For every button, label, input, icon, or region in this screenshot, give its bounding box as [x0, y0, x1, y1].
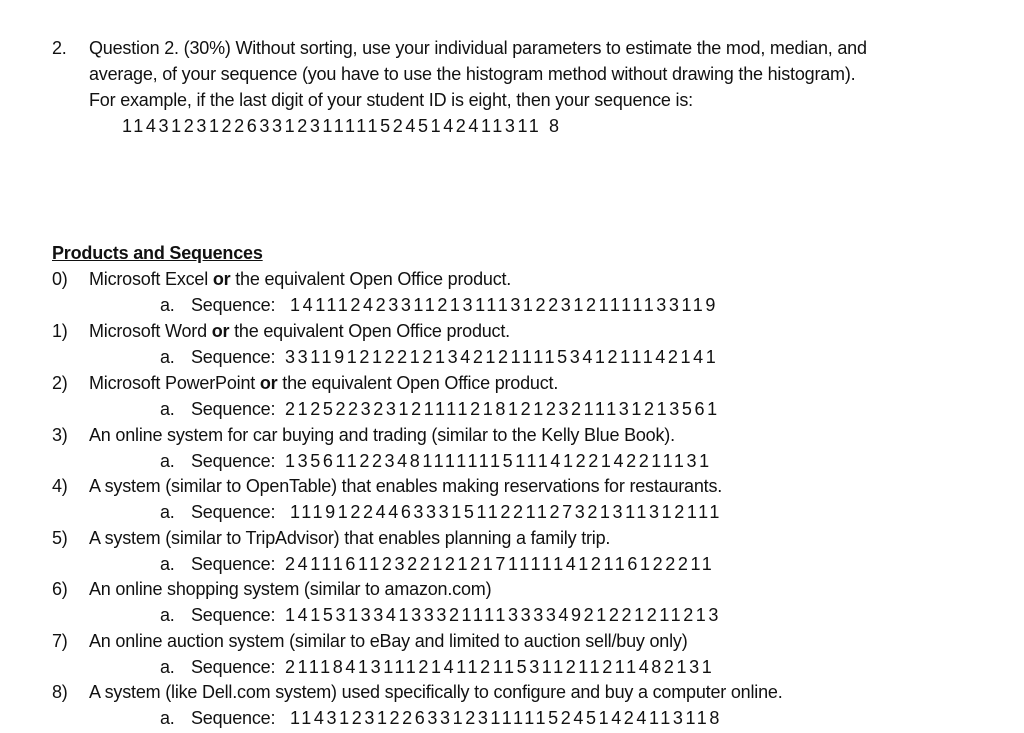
products-heading: Products and Sequences	[52, 243, 263, 263]
item-description: An online shopping system (similar to amazon.com)	[89, 579, 492, 599]
item-description: Microsoft PowerPoint or the equivalent Open Office product.	[89, 373, 559, 393]
question-line-3: For example, if the last digit of your student ID is eight, then your sequence is:	[89, 90, 693, 110]
item-index: 0)	[52, 269, 68, 289]
item-description: An online system for car buying and trading (similar to the Kelly Blue Book).	[89, 425, 675, 445]
sequence-label: Sequence:	[191, 502, 276, 522]
sequence-value: 11431231226331231111152451424113118	[290, 708, 723, 728]
item-index: 6)	[52, 579, 68, 599]
sequence-label: Sequence:	[191, 708, 276, 728]
item-index: 5)	[52, 528, 68, 548]
sequence-value: 21252232312111121812123211131213561	[285, 399, 720, 419]
sequence-letter: a.	[160, 502, 175, 522]
sequence-letter: a.	[160, 347, 175, 367]
question-line-2: average, of your sequence (you have to use the histogram method without drawing the histogram).	[89, 64, 856, 84]
question-number: 2.	[52, 38, 67, 58]
sequence-letter: a.	[160, 657, 175, 677]
item-index: 3)	[52, 425, 68, 445]
sequence-label: Sequence:	[191, 347, 276, 367]
item-description: A system (similar to OpenTable) that enables making reservations for restaurants.	[89, 476, 723, 496]
sequence-label: Sequence:	[191, 657, 276, 677]
sequence-label: Sequence:	[191, 295, 276, 315]
sequence-letter: a.	[160, 451, 175, 471]
sequence-label: Sequence:	[191, 554, 276, 574]
sequence-value: 14153133413332111133334921221211213	[285, 605, 722, 625]
sequence-value: 14111242331121311131223121111133119	[290, 295, 719, 315]
sequence-letter: a.	[160, 605, 175, 625]
item-description: A system (like Dell.com system) used specifically to configure and buy a computer online.	[89, 682, 783, 702]
sequence-label: Sequence:	[191, 399, 276, 419]
item-description: Microsoft Excel or the equivalent Open Office product.	[89, 269, 512, 289]
sequence-label: Sequence:	[191, 605, 276, 625]
sequence-letter: a.	[160, 295, 175, 315]
sequence-label: Sequence:	[191, 451, 276, 471]
question-line-1: Question 2. (30%) Without sorting, use your individual parameters to estimate the mod, median, and	[89, 38, 867, 58]
item-description: An online auction system (similar to eBay and limited to auction sell/buy only)	[89, 631, 688, 651]
sequence-value: 33119121221213421211115341211142141	[285, 347, 719, 367]
example-sequence: 1143123122633123111115245142411311 8	[122, 116, 562, 136]
sequence-letter: a.	[160, 399, 175, 419]
sequence-value: 21118413111214112115311211211482131	[285, 657, 715, 677]
item-index: 8)	[52, 682, 68, 702]
sequence-value: 11191224463331511221127321311312111	[290, 502, 723, 522]
item-index: 7)	[52, 631, 68, 651]
item-index: 2)	[52, 373, 68, 393]
item-index: 1)	[52, 321, 68, 341]
item-index: 4)	[52, 476, 68, 496]
sequence-value: 24111611232212121711111412116122211	[285, 554, 715, 574]
item-description: Microsoft Word or the equivalent Open Office product.	[89, 321, 510, 341]
sequence-letter: a.	[160, 554, 175, 574]
item-description: A system (similar to TripAdvisor) that enables planning a family trip.	[89, 528, 611, 548]
sequence-letter: a.	[160, 708, 175, 728]
sequence-value: 13561122348111111151114122142211131	[285, 451, 712, 471]
